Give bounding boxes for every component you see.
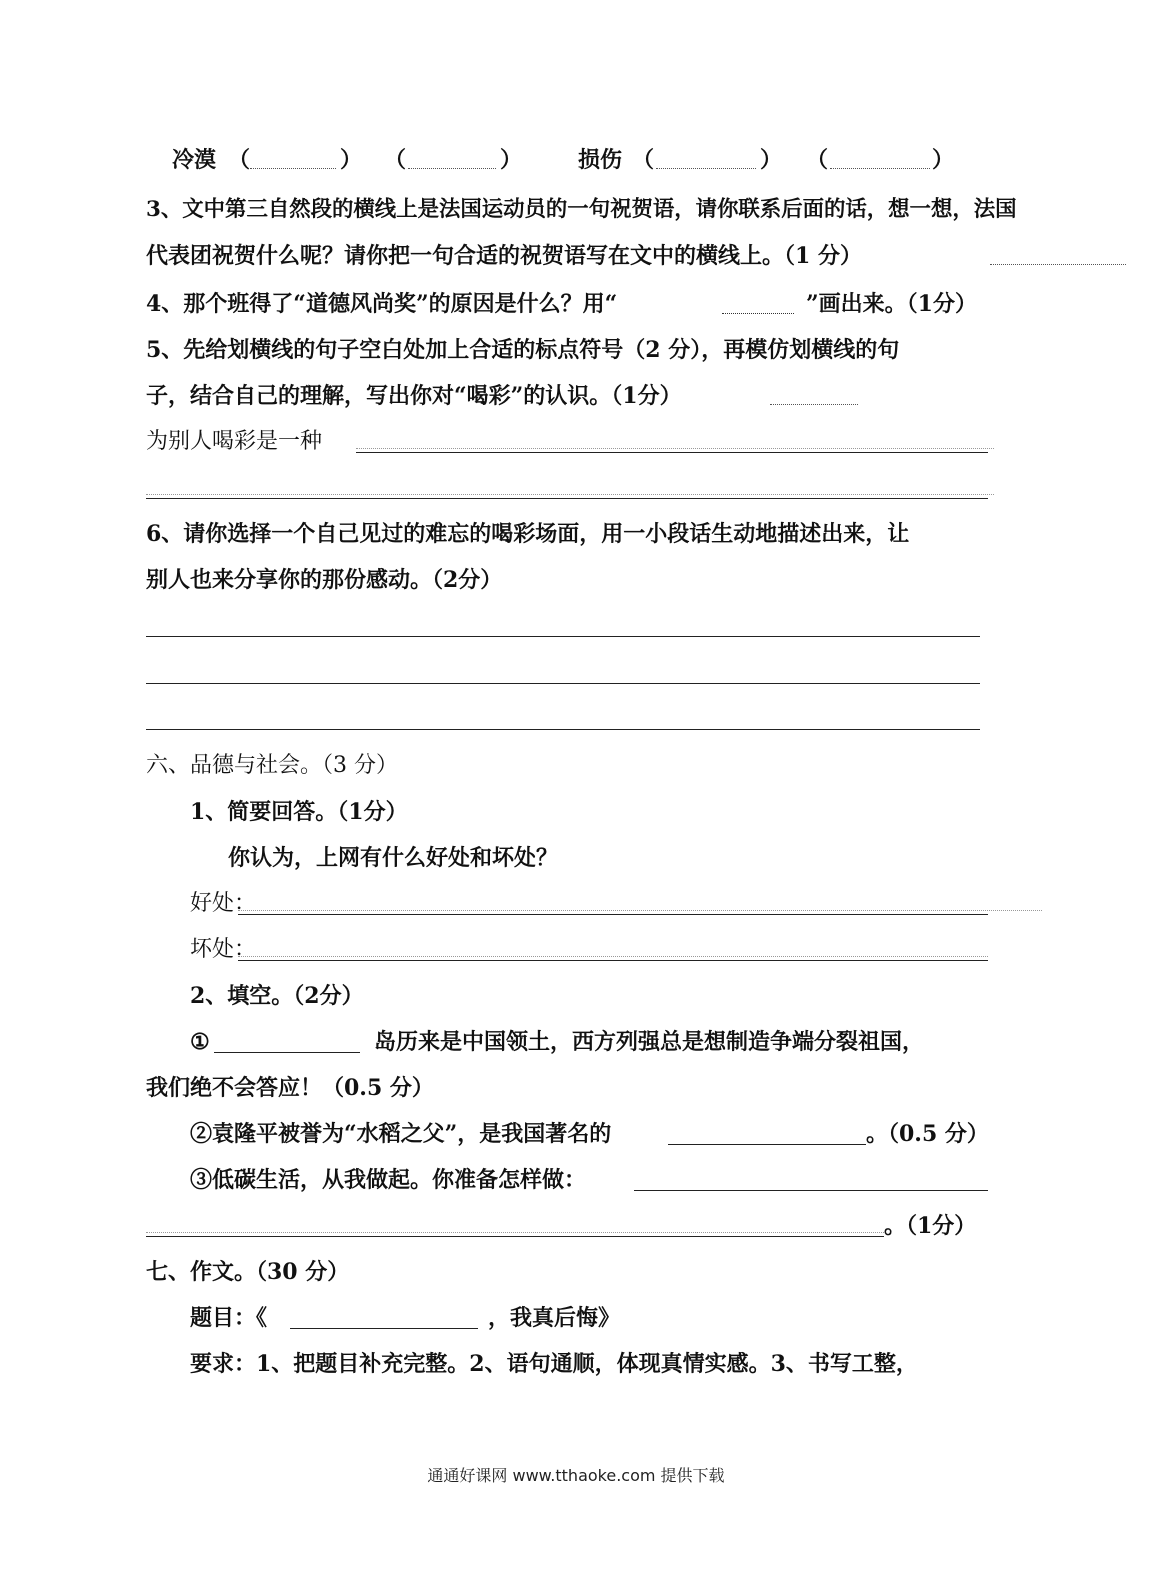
paren-open-4: （ bbox=[806, 147, 829, 173]
blank-4[interactable] bbox=[830, 168, 930, 169]
fill2-blank[interactable] bbox=[668, 1144, 866, 1145]
sec7-requirements: 要求：1、把题目补充完整。2、语句通顺，体现真情实感。3、书写工整， bbox=[190, 1351, 918, 1377]
q5-line2: 子，结合自己的理解，写出你对“喝彩”的认识。（1分） bbox=[146, 383, 682, 409]
word-lengmo: 冷漠 bbox=[172, 147, 217, 173]
paren-open-3: （ bbox=[632, 147, 655, 173]
good-answer-line[interactable] bbox=[238, 914, 988, 915]
q4-wavy-mark bbox=[722, 313, 794, 314]
fill3-end: 。（1分） bbox=[884, 1213, 977, 1239]
sec6-bad-label: 坏处： bbox=[190, 937, 257, 962]
sec6-question: 你认为，上网有什么好处和坏处？ bbox=[228, 845, 559, 871]
paren-close-1: ） bbox=[340, 147, 363, 173]
bad-answer-dots bbox=[238, 956, 988, 957]
fill1-mark: ① bbox=[190, 1029, 210, 1055]
topic-blank[interactable] bbox=[290, 1328, 478, 1329]
fill3-text: ③低碳生活，从我做起。你准备怎样做： bbox=[190, 1167, 587, 1193]
good-answer-dots bbox=[238, 910, 1042, 911]
q5-answer-line-2[interactable] bbox=[146, 498, 988, 499]
q3-trail-dots bbox=[990, 264, 1126, 265]
q6-line2: 别人也来分享你的那份感动。（2分） bbox=[146, 567, 503, 593]
q3-line2: 代表团祝贺什么呢？请你把一句合适的祝贺语写在文中的横线上。（1 分） bbox=[146, 243, 862, 269]
paren-close-3: ） bbox=[760, 147, 783, 173]
blank-2[interactable] bbox=[408, 168, 496, 169]
q5-answer-line-1[interactable] bbox=[356, 452, 988, 453]
q5-trail-dots bbox=[770, 404, 858, 405]
fill3-blank-1[interactable] bbox=[634, 1190, 988, 1191]
bad-answer-line[interactable] bbox=[238, 960, 988, 961]
fill3-dots-2 bbox=[146, 1232, 884, 1233]
fill1-text: 岛历来是中国领土，西方列强总是想制造争端分裂祖国， bbox=[374, 1029, 925, 1055]
q3-line1: 3、文中第三自然段的横线上是法国运动员的一句祝贺语，请你联系后面的话，想一想，法国 bbox=[146, 197, 1017, 222]
fill2-end: 。（0.5 分） bbox=[866, 1121, 989, 1147]
paren-open-2: （ bbox=[384, 147, 407, 173]
sec6-sub1: 1、简要回答。（1分） bbox=[190, 799, 408, 825]
page-footer: 通通好课网 www.tthaoke.com 提供下载 bbox=[427, 1466, 725, 1485]
q5-answer-dots-1 bbox=[356, 448, 994, 449]
q6-line1: 6、请你选择一个自己见过的难忘的喝彩场面，用一小段话生动地描述出来，让 bbox=[146, 521, 910, 547]
topic-end: ，我真后悔》 bbox=[488, 1305, 621, 1331]
q5-answer-dots-2 bbox=[146, 494, 994, 495]
q5-line1: 5、先给划横线的句子空白处加上合适的标点符号（2 分），再模仿划横线的句 bbox=[146, 337, 900, 363]
q6-answer-line-1[interactable] bbox=[146, 636, 980, 637]
sec6-sub2: 2、填空。（2分） bbox=[190, 983, 364, 1009]
blank-3[interactable] bbox=[656, 168, 756, 169]
sec6-title: 六、品德与社会。（3 分） bbox=[146, 753, 398, 778]
q4-part1: 4、那个班得了“道德风尚奖”的原因是什么？用“ bbox=[146, 291, 618, 317]
q4-part2: ”画出来。（1分） bbox=[806, 291, 977, 317]
paren-close-2: ） bbox=[500, 147, 523, 173]
q5-prompt: 为别人喝彩是一种 bbox=[146, 429, 323, 454]
q6-answer-line-2[interactable] bbox=[146, 683, 980, 684]
sec6-good-label: 好处： bbox=[190, 891, 257, 916]
paren-close-4: ） bbox=[932, 147, 955, 173]
fill1-blank[interactable] bbox=[214, 1052, 360, 1053]
fill2-text: ②袁隆平被誉为“水稻之父”，是我国著名的 bbox=[190, 1121, 612, 1147]
fill1-cont: 我们绝不会答应！（0.5 分） bbox=[146, 1075, 434, 1101]
sec7-title: 七、作文。（30 分） bbox=[146, 1259, 350, 1285]
fill3-blank-2[interactable] bbox=[146, 1236, 884, 1237]
topic-start: 题目：《 bbox=[190, 1305, 268, 1331]
word-sunshang: 损伤 bbox=[578, 147, 623, 173]
paren-open-1: （ bbox=[228, 147, 251, 173]
q6-answer-line-3[interactable] bbox=[146, 729, 980, 730]
blank-1[interactable] bbox=[250, 168, 336, 169]
